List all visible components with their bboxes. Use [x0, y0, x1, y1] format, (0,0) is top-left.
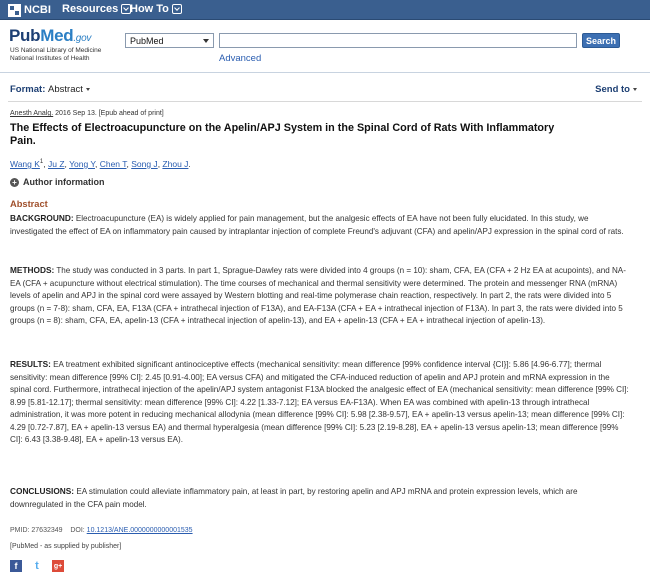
pmid-doi-line — [10, 527, 193, 534]
ncbi-logo-icon — [8, 4, 21, 17]
caret-down-icon — [86, 88, 90, 91]
abstract-conclusions — [10, 485, 630, 511]
search-header — [0, 21, 650, 73]
author-link[interactable]: Chen T — [99, 159, 127, 169]
author-link[interactable]: Song J — [131, 159, 158, 169]
dropdown-arrow-icon — [203, 39, 209, 43]
pmid: PMID: 27632349 — [10, 527, 63, 534]
social-share-bar — [10, 560, 64, 572]
chevron-down-icon — [172, 4, 182, 14]
caret-down-icon — [633, 88, 637, 91]
citation — [10, 110, 164, 117]
background-label: BACKGROUND: — [10, 213, 74, 223]
article-title: The Effects of Electroacupuncture on the Apelin/APJ System in the Spinal Cord of Rats With Inflammatory Pain. — [10, 122, 555, 147]
author-link[interactable]: Yong Y — [69, 159, 95, 169]
conclusions-text: EA stimulation could alleviate inflammatory pain, at least in part, by restoring apelin and APJ mRNA and protein expression levels, which are downregulated in the CFA pain model. — [10, 487, 578, 509]
background-text: Electroacupuncture (EA) is widely applied for pain management, but the analgesic effects of EA have not been fully elucidated. In this study, we investigated the effect of EA on inflammatory pain caused by intraplantar injection of complete Freund's adjuvant (CFA) and apelin/APJ expression in the spinal cord of rats. — [10, 214, 624, 236]
author-link[interactable]: Zhou J — [162, 159, 189, 169]
author-link[interactable]: Wang K — [10, 159, 40, 169]
format-value: Abstract — [48, 84, 83, 95]
abstract-methods — [10, 264, 630, 328]
nlm-text[interactable] — [10, 47, 101, 63]
ncbi-logo-text: NCBI — [24, 4, 51, 16]
google-plus-icon[interactable] — [52, 560, 64, 572]
facebook-glyph: f — [14, 561, 18, 571]
abstract-heading: Abstract — [10, 199, 48, 209]
ncbi-logo[interactable] — [8, 3, 51, 17]
format-selector[interactable] — [10, 84, 90, 95]
author-information-toggle[interactable] — [10, 177, 105, 187]
author-information-label: Author information — [23, 177, 105, 187]
pubmed-logo[interactable] — [9, 26, 91, 46]
logo-gov: .gov — [73, 33, 92, 44]
nlm-line1: US National Library of Medicine — [10, 47, 102, 54]
methods-text: The study was conducted in 3 parts. In part 1, Sprague-Dawley rats were divided into 4 groups (n = 10): sham, CFA, EA (CFA + 2 Hz EA at acupoints), and NA-EA (CFA + acupuncture without electrical stimulation). The time courses of mechanical and thermal sensitivity were determined. The protein and messenger RNA (mRNA) levels of apelin and APJ in the spinal cord were assayed by Western blotting and real-time polymerase chain reaction, respectively. In part 2, the rats were divided into 5 groups (n = 7-8): sham, CFA, EA, F13A (CFA + intrathecal injection of F13A), and EA-F13A (CFA + EA + intrathecal injection of F13A). In part 3, the rats were divided into 5 groups (n = 8): sham, CFA, EA, apelin-13 (CFA + intrathecal injection of apelin-13), and EA + apelin-13 (CFA + EA + intrathecal injection of apelin-13). — [10, 266, 626, 325]
advanced-search-link[interactable]: Advanced — [219, 53, 262, 64]
database-value: PubMed — [130, 35, 164, 46]
database-select[interactable] — [125, 33, 214, 48]
ncbi-topbar — [0, 0, 650, 20]
howto-label: How To — [130, 3, 169, 15]
resources-menu[interactable] — [62, 3, 131, 15]
methods-label: METHODS: — [10, 265, 55, 275]
results-text: EA treatment exhibited significant antinociceptive effects (mechanical sensitivity: mean difference [99% confidence interval {CI}]: 5.86 [4.96-6.77]; thermal sensitivity: mean difference [99% CI]: 2.45 [0.91-4.00]; EA versus CFA) and mitigated the CFA-induced reduction of apelin and APJ protein and mRNA expression in the spinal cord. Furthermore, intrathecal injection of the apelin/APJ system antagonist F13A blocked the analgesic effect of EA (mechanical sensitivity: mean difference [99% CI]: 8.99 [5.81-12.17]; thermal sensitivity: mean difference [99% CI]: 4.22 [1.33-7.12]; EA versus EA-F13A). When EA was combined with apelin-13 through intrathecal administration, it was more potent in reducing mechanical allodynia (mean difference [99% CI]: 5.98 [2.38-9.57], EA + apelin-13 versus apelin-13; mean difference [99% CI]: 4.29 [0.72-7.87], EA + apelin-13 versus EA) and thermal hyperalgesia (mean difference [99% CI]: 5.23 [2.19-8.28], EA + apelin-13 versus apelin-13; mean difference [99% CI]: 6.43 [3.38-9.48], EA + apelin-13 versus EA). — [10, 360, 629, 444]
abstract-results — [10, 358, 630, 447]
results-label: RESULTS: — [10, 359, 51, 369]
howto-menu[interactable] — [130, 3, 182, 15]
doi-label: DOI: — [70, 527, 85, 534]
conclusions-label: CONCLUSIONS: — [10, 486, 75, 496]
send-to-menu[interactable] — [595, 84, 637, 95]
format-bar — [0, 80, 650, 100]
logo-med: Med — [40, 26, 74, 45]
author-list: Wang $K^1$, Ju Z, Yong Y, Chen T, Song J, Zhou J. — [10, 159, 191, 169]
logo-pub: Pub — [9, 26, 41, 45]
citation-date: 2016 Sep 13. [Epub ahead of print] — [53, 110, 164, 117]
doi-link[interactable]: 10.1213/ANE.0000000000001535 — [86, 527, 193, 534]
nlm-line2: National Institutes of Health — [10, 55, 90, 62]
search-button[interactable]: Search — [582, 33, 620, 48]
google-plus-glyph: g+ — [53, 562, 63, 570]
search-input[interactable] — [219, 33, 577, 48]
plus-icon: + — [10, 178, 19, 187]
author-link[interactable]: Ju Z — [48, 159, 65, 169]
twitter-glyph: t — [35, 560, 39, 572]
twitter-icon[interactable] — [31, 560, 43, 572]
supplied-by-publisher: [PubMed - as supplied by publisher] — [10, 543, 122, 550]
author-affiliation-sup: 1 — [39, 159, 44, 166]
abstract-background — [10, 212, 630, 238]
send-to-label: Send to — [595, 84, 630, 95]
journal-link[interactable]: Anesth Analg. — [10, 110, 54, 117]
divider — [8, 101, 642, 102]
facebook-icon[interactable] — [10, 560, 22, 572]
format-label: Format: — [10, 84, 46, 95]
resources-label: Resources — [62, 3, 119, 15]
